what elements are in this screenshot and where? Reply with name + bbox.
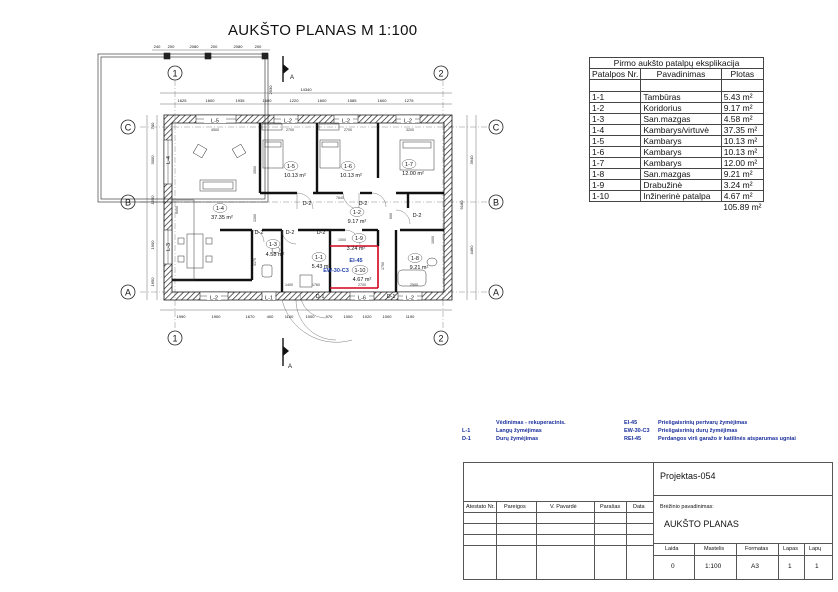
room-name-cell: San.mazgas bbox=[641, 114, 721, 125]
axis-2-top: 2 bbox=[438, 68, 444, 79]
svg-text:9180: 9180 bbox=[459, 200, 464, 210]
svg-text:1000: 1000 bbox=[382, 314, 392, 319]
svg-text:1160: 1160 bbox=[284, 314, 294, 319]
ei-tag: EI-45 bbox=[349, 258, 363, 264]
section-marker-bottom bbox=[283, 338, 292, 370]
meta-header: Formatas bbox=[745, 546, 769, 552]
axis-1-bottom: 1 bbox=[172, 333, 178, 344]
svg-text:1020: 1020 bbox=[362, 314, 372, 319]
meta-header: Lapas bbox=[783, 546, 798, 552]
svg-text:1990: 1990 bbox=[176, 314, 186, 319]
room-schedule-table bbox=[589, 57, 764, 212]
svg-text:1-4: 1-4 bbox=[216, 206, 224, 212]
svg-text:1-8: 1-8 bbox=[411, 256, 419, 262]
axis-c-right: C bbox=[492, 122, 500, 133]
meta-value: 1:100 bbox=[705, 563, 722, 570]
legend-left bbox=[462, 419, 612, 443]
svg-text:200: 200 bbox=[167, 44, 175, 49]
room-name-cell: Inžinerinė patalpa bbox=[641, 191, 721, 202]
svg-text:D-1: D-1 bbox=[315, 294, 325, 300]
room-table-row bbox=[590, 103, 764, 114]
svg-text:L-6: L-6 bbox=[358, 295, 366, 302]
svg-text:D-2: D-2 bbox=[412, 213, 422, 219]
room-name-cell: Kambarys/virtuvė bbox=[641, 125, 721, 136]
svg-text:10.13 m²: 10.13 m² bbox=[340, 173, 362, 179]
room-number-cell: 1-8 bbox=[590, 169, 641, 180]
svg-text:1600: 1600 bbox=[205, 98, 215, 103]
room-name-cell: Kambarys bbox=[641, 136, 721, 147]
room-name-cell: Kambarys bbox=[641, 147, 721, 158]
drawing-title: AUKŠTO PLANAS M 1:100 bbox=[228, 22, 418, 39]
svg-text:1000: 1000 bbox=[431, 236, 435, 244]
svg-text:3200: 3200 bbox=[406, 128, 414, 132]
room-area-cell: 37.35 m² bbox=[721, 125, 763, 136]
room-area-cell: 3.24 m² bbox=[721, 180, 763, 191]
svg-text:2930: 2930 bbox=[268, 85, 273, 95]
room-area-cell: 9.21 m² bbox=[721, 169, 763, 180]
room-table-header: Pavadinimas bbox=[641, 69, 721, 80]
svg-text:4500: 4500 bbox=[211, 128, 219, 132]
meta-value: 1 bbox=[788, 563, 792, 570]
axis-1-top: 1 bbox=[172, 68, 178, 79]
room-table-row bbox=[590, 92, 764, 103]
svg-text:2700: 2700 bbox=[358, 283, 366, 287]
svg-text:L-5: L-5 bbox=[211, 118, 219, 125]
svg-text:A: A bbox=[288, 364, 293, 370]
svg-text:5.43 m²: 5.43 m² bbox=[311, 264, 331, 270]
room-number-cell: 1-6 bbox=[590, 147, 641, 158]
room-area-cell: 4.58 m² bbox=[721, 114, 763, 125]
svg-text:L-3: L-3 bbox=[166, 243, 172, 251]
legend-item: L-1 Langų žymėjimas bbox=[462, 428, 542, 434]
svg-text:L-1: L-1 bbox=[265, 295, 273, 302]
room-table-total: 105.89 m² bbox=[723, 202, 762, 212]
svg-text:1-10: 1-10 bbox=[354, 268, 366, 274]
sign-header: Parašas bbox=[600, 504, 621, 510]
svg-text:600: 600 bbox=[389, 213, 393, 219]
dimension-labels bbox=[154, 44, 415, 319]
svg-text:1550: 1550 bbox=[150, 195, 155, 205]
room-table-caption: Pirmo aukšto patalpų eksplikacija bbox=[590, 58, 764, 69]
svg-text:1000: 1000 bbox=[343, 314, 353, 319]
svg-text:1750: 1750 bbox=[381, 262, 385, 270]
svg-text:37.35 m²: 37.35 m² bbox=[211, 215, 233, 221]
svg-text:2700: 2700 bbox=[286, 128, 294, 132]
svg-text:D-2: D-2 bbox=[285, 230, 295, 236]
room-number-cell: 1-4 bbox=[590, 125, 641, 136]
svg-text:L-2: L-2 bbox=[404, 118, 412, 125]
svg-text:D-2: D-2 bbox=[254, 230, 264, 236]
svg-text:1585: 1585 bbox=[347, 98, 357, 103]
svg-text:200: 200 bbox=[254, 44, 262, 49]
svg-text:3940: 3940 bbox=[469, 155, 474, 165]
room-table-row bbox=[590, 136, 764, 147]
room-name-cell: San.mazgas bbox=[641, 169, 721, 180]
sign-header: Data bbox=[633, 504, 645, 510]
axis-b-left: B bbox=[124, 197, 132, 208]
svg-text:9.17 m²: 9.17 m² bbox=[347, 219, 367, 225]
project-name: Projektas-054 bbox=[660, 471, 716, 481]
svg-text:4.58 m²: 4.58 m² bbox=[265, 252, 285, 258]
sign-header: V. Pavardė bbox=[550, 504, 577, 510]
svg-text:1-2: 1-2 bbox=[353, 210, 361, 216]
axis-2-bottom: 2 bbox=[438, 333, 444, 344]
room-area-cell: 5.43 m² bbox=[721, 92, 763, 103]
drawing-name: AUKŠTO PLANAS bbox=[664, 519, 739, 529]
meta-header: Mastelis bbox=[704, 546, 725, 552]
room-table-body bbox=[590, 92, 764, 202]
room-area-cell: 9.17 m² bbox=[721, 103, 763, 114]
room-area-cell: 12.00 m² bbox=[721, 158, 763, 169]
svg-text:3.24 m²: 3.24 m² bbox=[346, 246, 366, 252]
room-table-row bbox=[590, 114, 764, 125]
svg-text:3000: 3000 bbox=[150, 155, 155, 165]
svg-text:1400: 1400 bbox=[285, 283, 293, 287]
dim-top-outer: 240 bbox=[153, 44, 161, 49]
svg-text:1600: 1600 bbox=[377, 98, 387, 103]
svg-text:1625: 1625 bbox=[177, 98, 187, 103]
axis-b-right: B bbox=[492, 197, 500, 208]
room-name-cell: Kambarys bbox=[641, 158, 721, 169]
room-name-cell: Koridorius bbox=[641, 103, 721, 114]
svg-text:740: 740 bbox=[150, 122, 155, 130]
svg-text:1000: 1000 bbox=[338, 238, 346, 242]
dim-total-width: 14340 bbox=[300, 87, 312, 92]
room-area-cell: 10.13 m² bbox=[721, 147, 763, 158]
svg-text:1190: 1190 bbox=[405, 314, 415, 319]
room-number-cell: 1-2 bbox=[590, 103, 641, 114]
svg-text:1760: 1760 bbox=[312, 283, 320, 287]
svg-text:2080: 2080 bbox=[233, 44, 243, 49]
svg-text:L-4: L-4 bbox=[166, 156, 172, 164]
svg-text:400: 400 bbox=[266, 314, 274, 319]
svg-text:4.67 m²: 4.67 m² bbox=[352, 277, 372, 283]
svg-text:D-1: D-1 bbox=[386, 294, 396, 300]
room-table-row bbox=[590, 125, 764, 136]
svg-text:3170: 3170 bbox=[253, 258, 257, 266]
legend-item: EI-45 Priešgaisrinių pertvarų žymėjimas bbox=[624, 420, 748, 426]
axis-a-left: A bbox=[124, 287, 132, 298]
room-number-cell: 1-7 bbox=[590, 158, 641, 169]
svg-text:1300: 1300 bbox=[253, 214, 257, 222]
svg-text:2500: 2500 bbox=[410, 283, 418, 287]
svg-text:200: 200 bbox=[210, 44, 218, 49]
svg-text:1600: 1600 bbox=[262, 98, 272, 103]
svg-text:10.13 m²: 10.13 m² bbox=[284, 173, 306, 179]
room-table-row bbox=[590, 158, 764, 169]
legend-item: Vėdinimas - rekuperacinis. bbox=[496, 420, 566, 426]
svg-text:1600: 1600 bbox=[317, 98, 327, 103]
svg-text:2700: 2700 bbox=[344, 128, 352, 132]
svg-text:A: A bbox=[290, 75, 295, 81]
sign-header: Pareigos bbox=[504, 504, 526, 510]
plan-tags bbox=[166, 117, 421, 301]
svg-text:2080: 2080 bbox=[189, 44, 199, 49]
section-marker-top bbox=[283, 56, 294, 82]
sign-header: Atestato Nr. bbox=[466, 504, 495, 510]
axis-c-left: C bbox=[124, 122, 132, 133]
windows bbox=[164, 115, 422, 300]
svg-text:1670: 1670 bbox=[245, 314, 255, 319]
svg-text:7640: 7640 bbox=[336, 196, 344, 200]
room-table-header: Plotas bbox=[721, 69, 763, 80]
room-table-row bbox=[590, 169, 764, 180]
svg-text:1650: 1650 bbox=[150, 277, 155, 287]
svg-text:1-7: 1-7 bbox=[405, 162, 413, 168]
room-number-cell: 1-1 bbox=[590, 92, 641, 103]
meta-value: 1 bbox=[815, 563, 819, 570]
svg-text:6000: 6000 bbox=[175, 206, 179, 214]
svg-text:1900: 1900 bbox=[211, 314, 221, 319]
title-block bbox=[463, 462, 833, 580]
drawing-name-label: Brėžinio pavadinimas: bbox=[660, 504, 714, 510]
svg-text:9.21 m²: 9.21 m² bbox=[409, 265, 429, 271]
svg-text:L-2: L-2 bbox=[210, 295, 218, 302]
svg-text:1-5: 1-5 bbox=[287, 164, 295, 170]
room-table-header: Patalpos Nr. bbox=[590, 69, 641, 80]
svg-text:L-2: L-2 bbox=[406, 295, 414, 302]
svg-text:12.00 m²: 12.00 m² bbox=[402, 171, 424, 177]
meta-value: 0 bbox=[671, 563, 675, 570]
svg-text:1935: 1935 bbox=[235, 98, 245, 103]
room-name-cell: Tambūras bbox=[641, 92, 721, 103]
svg-text:3500: 3500 bbox=[253, 166, 257, 174]
room-number-cell: 1-3 bbox=[590, 114, 641, 125]
interior-walls bbox=[172, 123, 444, 292]
svg-text:D-2: D-2 bbox=[316, 230, 326, 236]
ew-tag: EW-30-C3 bbox=[323, 268, 349, 274]
svg-text:1-6: 1-6 bbox=[344, 164, 352, 170]
svg-text:4460: 4460 bbox=[469, 245, 474, 255]
svg-text:1000: 1000 bbox=[305, 314, 315, 319]
room-table-row bbox=[590, 191, 764, 202]
room-table-row bbox=[590, 180, 764, 191]
legend-item: REI-45 Perdangos virš garažo ir katilinės atsparumas ugniai bbox=[624, 436, 796, 442]
legend-item: D-1 Durų žymėjimas bbox=[462, 436, 539, 442]
svg-text:1-1: 1-1 bbox=[315, 255, 323, 261]
svg-text:D-2: D-2 bbox=[358, 201, 368, 207]
room-number-cell: 1-10 bbox=[590, 191, 641, 202]
svg-text:970: 970 bbox=[325, 314, 333, 319]
room-area-cell: 10.13 m² bbox=[721, 136, 763, 147]
room-table-row bbox=[590, 147, 764, 158]
svg-text:D-2: D-2 bbox=[302, 201, 312, 207]
svg-text:1220: 1220 bbox=[289, 98, 299, 103]
room-area-cell: 4.67 m² bbox=[721, 191, 763, 202]
meta-value: A3 bbox=[751, 563, 759, 570]
svg-text:1-9: 1-9 bbox=[355, 236, 363, 242]
svg-text:L-2: L-2 bbox=[342, 118, 350, 125]
axis-a-right: A bbox=[492, 287, 500, 298]
svg-text:1275: 1275 bbox=[404, 98, 414, 103]
meta-header: Lapų bbox=[809, 546, 822, 552]
meta-header: Laida bbox=[665, 546, 679, 552]
room-name-cell: Drabužinė bbox=[641, 180, 721, 191]
room-number-cell: 1-5 bbox=[590, 136, 641, 147]
svg-text:1900: 1900 bbox=[150, 240, 155, 250]
legend-item: EW-30-C3 Priešgaisrinių durų žymėjimas bbox=[624, 428, 738, 434]
legend-right bbox=[624, 419, 834, 443]
room-number-cell: 1-9 bbox=[590, 180, 641, 191]
svg-text:1-3: 1-3 bbox=[269, 242, 277, 248]
svg-text:L-2: L-2 bbox=[284, 118, 292, 125]
